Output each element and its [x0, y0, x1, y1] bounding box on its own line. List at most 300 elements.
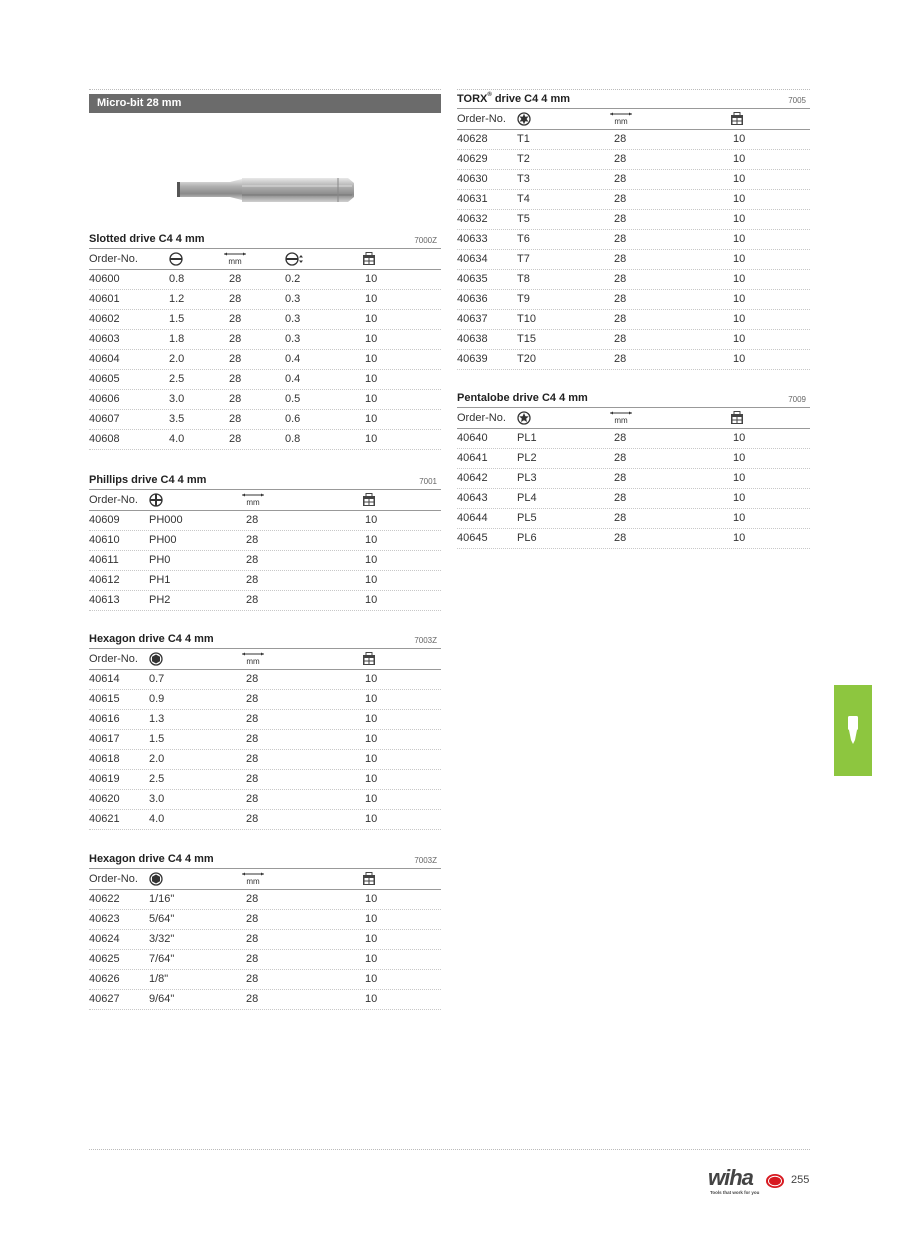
- pack-qty-cell: 10: [733, 213, 746, 225]
- wiha-logo: [708, 1165, 788, 1199]
- size-cell: T8: [517, 273, 530, 285]
- order-no-cell: 40627: [89, 993, 120, 1005]
- table-row: [457, 150, 810, 170]
- order-no-cell: 40645: [457, 532, 488, 544]
- pack-qty-cell: 10: [365, 313, 378, 325]
- pack-qty-cell: 10: [733, 432, 746, 444]
- length-cell: 28: [229, 433, 242, 445]
- size-cell: PL4: [517, 492, 537, 504]
- blade-width-cell: 4.0: [169, 433, 185, 445]
- length-cell: 28: [229, 393, 242, 405]
- table-row: [89, 390, 441, 410]
- order-no-cell: 40644: [457, 512, 488, 524]
- order-no-cell: 40606: [89, 393, 120, 405]
- size-cell: 3.0: [149, 793, 165, 805]
- table-row: [457, 489, 810, 509]
- order-no-label: Order-No.: [89, 653, 138, 665]
- pack-qty-cell: 10: [733, 193, 746, 205]
- table-row: [89, 670, 441, 690]
- length-cell: 28: [614, 532, 627, 544]
- brand-tagline: Tools that work for you: [710, 1190, 760, 1195]
- length-cell: 28: [614, 313, 627, 325]
- pack-qty-cell: 10: [733, 532, 746, 544]
- order-no-label: Order-No.: [89, 873, 138, 885]
- pentalobe-tip-icon: [517, 411, 531, 425]
- pack-qty-cell: 10: [365, 574, 378, 586]
- pack-qty-cell: 10: [365, 753, 378, 765]
- table-header: [89, 249, 441, 270]
- pack-qty-cell: 10: [365, 953, 378, 965]
- length-cell: 28: [246, 574, 259, 586]
- size-cell: 1/8": [149, 973, 169, 985]
- blade-thickness-cell: 0.2: [285, 273, 301, 285]
- order-no-cell: 40637: [457, 313, 488, 325]
- size-cell: 0.9: [149, 693, 165, 705]
- micro-bit-banner: Micro-bit 28 mm: [89, 94, 441, 113]
- pack-quantity-icon: [730, 411, 744, 425]
- slotted-rows: [89, 270, 441, 450]
- blade-thickness-cell: 0.8: [285, 433, 301, 445]
- blade-width-cell: 1.8: [169, 333, 185, 345]
- length-mm-icon: [241, 652, 265, 666]
- hexagon-inch-rows: [89, 890, 441, 1010]
- table-row: [457, 469, 810, 489]
- pack-qty-cell: 10: [365, 993, 378, 1005]
- table-row: [89, 370, 441, 390]
- size-cell: 2.5: [149, 773, 165, 785]
- order-no-cell: 40622: [89, 893, 120, 905]
- order-no-cell: 40631: [457, 193, 488, 205]
- size-cell: T5: [517, 213, 530, 225]
- section-title: Slotted drive C4 4 mm: [89, 233, 205, 245]
- order-no-cell: 40620: [89, 793, 120, 805]
- size-cell: 1.3: [149, 713, 165, 725]
- table-row: [89, 890, 441, 910]
- pack-qty-cell: 10: [733, 133, 746, 145]
- table-header: [457, 109, 810, 130]
- table-row: [457, 509, 810, 529]
- table-row: [89, 910, 441, 930]
- mm-label: mm: [246, 877, 260, 886]
- length-cell: 28: [246, 673, 259, 685]
- size-cell: PH000: [149, 514, 183, 526]
- table-row: [89, 430, 441, 450]
- size-cell: 0.7: [149, 673, 165, 685]
- length-cell: 28: [229, 333, 242, 345]
- size-cell: T15: [517, 333, 536, 345]
- pack-qty-cell: 10: [365, 353, 378, 365]
- pack-qty-cell: 10: [733, 512, 746, 524]
- table-header: [89, 649, 441, 670]
- length-cell: 28: [614, 253, 627, 265]
- size-cell: T6: [517, 233, 530, 245]
- mm-label: mm: [614, 117, 628, 126]
- section-code: 7000Z: [414, 236, 437, 245]
- table-row: [457, 270, 810, 290]
- torx-rows: [457, 130, 810, 370]
- table-row: [457, 529, 810, 549]
- size-cell: 3/32": [149, 933, 175, 945]
- order-no-cell: 40628: [457, 133, 488, 145]
- pack-qty-cell: 10: [365, 773, 378, 785]
- pack-quantity-icon: [362, 652, 376, 666]
- blade-thickness-cell: 0.3: [285, 333, 301, 345]
- section-code: 7001: [419, 477, 437, 486]
- table-row: [457, 310, 810, 330]
- order-no-cell: 40623: [89, 913, 120, 925]
- order-no-cell: 40608: [89, 433, 120, 445]
- length-cell: 28: [246, 973, 259, 985]
- order-no-cell: 40611: [89, 554, 119, 566]
- order-no-label: Order-No.: [89, 253, 138, 265]
- size-cell: PL3: [517, 472, 537, 484]
- pack-qty-cell: 10: [365, 973, 378, 985]
- pack-qty-cell: 10: [733, 293, 746, 305]
- size-cell: PL2: [517, 452, 537, 464]
- pack-qty-cell: 10: [365, 273, 378, 285]
- pack-qty-cell: 10: [365, 514, 378, 526]
- table-row: [89, 290, 441, 310]
- size-cell: PL1: [517, 432, 537, 444]
- order-no-cell: 40605: [89, 373, 120, 385]
- size-cell: 9/64": [149, 993, 175, 1005]
- pack-qty-cell: 10: [365, 393, 378, 405]
- blade-width-cell: 1.5: [169, 313, 185, 325]
- order-no-cell: 40634: [457, 253, 488, 265]
- order-no-cell: 40638: [457, 333, 488, 345]
- order-no-cell: 40635: [457, 273, 488, 285]
- brand-emblem-icon: [765, 1173, 785, 1189]
- slotted-section: [89, 230, 441, 450]
- phillips-rows: [89, 511, 441, 611]
- order-no-cell: 40614: [89, 673, 120, 685]
- pack-qty-cell: 10: [733, 452, 746, 464]
- size-cell: T1: [517, 133, 530, 145]
- pack-qty-cell: 10: [365, 793, 378, 805]
- length-mm-icon: [241, 493, 265, 507]
- mm-label: mm: [228, 257, 242, 266]
- table-row: [457, 130, 810, 150]
- table-row: [89, 730, 441, 750]
- order-no-cell: 40626: [89, 973, 120, 985]
- blade-thickness-cell: 0.4: [285, 373, 301, 385]
- chapter-tab[interactable]: [834, 685, 872, 776]
- length-cell: 28: [229, 313, 242, 325]
- phillips-tip-icon: [149, 493, 163, 507]
- table-row: [457, 190, 810, 210]
- pack-qty-cell: 10: [365, 713, 378, 725]
- order-no-cell: 40616: [89, 713, 120, 725]
- length-cell: 28: [229, 293, 242, 305]
- pack-qty-cell: 10: [733, 313, 746, 325]
- order-no-cell: 40609: [89, 514, 120, 526]
- hexagon-mm-rows: [89, 670, 441, 830]
- length-cell: 28: [246, 594, 259, 606]
- section-title: TORX® drive C4 4 mm: [457, 92, 571, 105]
- length-cell: 28: [614, 233, 627, 245]
- table-row: [89, 531, 441, 551]
- length-mm-icon: [609, 411, 633, 425]
- mm-label: mm: [246, 657, 260, 666]
- length-cell: 28: [614, 353, 627, 365]
- table-row: [457, 170, 810, 190]
- length-cell: 28: [246, 693, 259, 705]
- size-cell: 7/64": [149, 953, 175, 965]
- table-row: [89, 950, 441, 970]
- footer-rule: [89, 1149, 810, 1150]
- hexagon-inch-section: [89, 850, 441, 1010]
- length-cell: 28: [246, 514, 259, 526]
- length-cell: 28: [229, 273, 242, 285]
- table-header: [89, 490, 441, 511]
- size-cell: PH0: [149, 554, 171, 566]
- pack-quantity-icon: [362, 252, 376, 266]
- pack-qty-cell: 10: [365, 433, 378, 445]
- length-cell: 28: [614, 153, 627, 165]
- pack-quantity-icon: [362, 872, 376, 886]
- length-cell: 28: [246, 953, 259, 965]
- section-title: Hexagon drive C4 4 mm: [89, 853, 214, 865]
- order-no-cell: 40636: [457, 293, 488, 305]
- order-no-cell: 40607: [89, 413, 120, 425]
- hexagon-mm-section: [89, 630, 441, 830]
- size-cell: T20: [517, 353, 536, 365]
- table-row: [89, 750, 441, 770]
- length-cell: 28: [246, 713, 259, 725]
- order-no-label: Order-No.: [89, 494, 138, 506]
- phillips-section: [89, 471, 441, 611]
- table-row: [457, 449, 810, 469]
- size-cell: PH2: [149, 594, 171, 606]
- length-cell: 28: [246, 554, 259, 566]
- length-cell: 28: [246, 753, 259, 765]
- pack-qty-cell: 10: [733, 153, 746, 165]
- section-code: 7003Z: [414, 856, 437, 865]
- pack-qty-cell: 10: [365, 673, 378, 685]
- length-cell: 28: [246, 913, 259, 925]
- slotted-tip-icon: [169, 252, 183, 266]
- order-no-cell: 40621: [89, 813, 120, 825]
- table-row: [89, 410, 441, 430]
- size-cell: T10: [517, 313, 536, 325]
- table-row: [89, 310, 441, 330]
- pack-qty-cell: 10: [365, 893, 378, 905]
- table-row: [89, 990, 441, 1010]
- top-rule-left: [89, 89, 441, 90]
- size-cell: PH1: [149, 574, 171, 586]
- length-cell: 28: [614, 452, 627, 464]
- blade-width-cell: 3.0: [169, 393, 185, 405]
- blade-thickness-cell: 0.4: [285, 353, 301, 365]
- table-row: [89, 690, 441, 710]
- pack-quantity-icon: [362, 493, 376, 507]
- pack-qty-cell: 10: [365, 413, 378, 425]
- hexagon-tip-icon: [149, 652, 163, 666]
- section-title: Phillips drive C4 4 mm: [89, 474, 207, 486]
- table-row: [457, 250, 810, 270]
- order-no-cell: 40640: [457, 432, 488, 444]
- pack-qty-cell: 10: [365, 933, 378, 945]
- length-cell: 28: [614, 492, 627, 504]
- size-cell: T9: [517, 293, 530, 305]
- blade-thickness-cell: 0.3: [285, 313, 301, 325]
- length-cell: 28: [229, 373, 242, 385]
- order-no-cell: 40618: [89, 753, 120, 765]
- blade-width-cell: 0.8: [169, 273, 185, 285]
- length-cell: 28: [246, 534, 259, 546]
- size-cell: T2: [517, 153, 530, 165]
- page-number: 255: [791, 1174, 810, 1186]
- order-no-cell: 40643: [457, 492, 488, 504]
- order-no-cell: 40624: [89, 933, 120, 945]
- mm-label: mm: [614, 416, 628, 425]
- order-no-cell: 40641: [457, 452, 488, 464]
- table-row: [89, 770, 441, 790]
- size-cell: T3: [517, 173, 530, 185]
- pack-qty-cell: 10: [365, 693, 378, 705]
- length-cell: 28: [614, 273, 627, 285]
- table-row: [89, 330, 441, 350]
- length-cell: 28: [614, 213, 627, 225]
- pack-qty-cell: 10: [365, 333, 378, 345]
- length-cell: 28: [246, 813, 259, 825]
- order-no-label: Order-No.: [457, 113, 506, 125]
- pack-qty-cell: 10: [365, 813, 378, 825]
- order-no-cell: 40617: [89, 733, 120, 745]
- section-title: Hexagon drive C4 4 mm: [89, 633, 214, 645]
- order-no-cell: 40601: [89, 293, 120, 305]
- length-cell: 28: [614, 293, 627, 305]
- table-row: [89, 970, 441, 990]
- blade-thickness-cell: 0.6: [285, 413, 301, 425]
- table-row: [89, 810, 441, 830]
- length-mm-icon: [241, 872, 265, 886]
- mm-label: mm: [246, 498, 260, 507]
- order-no-cell: 40633: [457, 233, 488, 245]
- length-cell: 28: [246, 773, 259, 785]
- pentalobe-section: [457, 389, 810, 549]
- order-no-cell: 40600: [89, 273, 120, 285]
- pack-qty-cell: 10: [365, 733, 378, 745]
- table-row: [457, 350, 810, 370]
- order-no-cell: 40625: [89, 953, 120, 965]
- order-no-cell: 40615: [89, 693, 120, 705]
- order-no-label: Order-No.: [457, 412, 506, 424]
- pack-qty-cell: 10: [733, 353, 746, 365]
- size-cell: PL5: [517, 512, 537, 524]
- table-row: [457, 429, 810, 449]
- length-cell: 28: [229, 353, 242, 365]
- blade-width-cell: 2.5: [169, 373, 185, 385]
- pack-qty-cell: 10: [733, 253, 746, 265]
- micro-bit-illustration: [170, 170, 360, 210]
- table-row: [89, 551, 441, 571]
- length-cell: 28: [246, 993, 259, 1005]
- order-no-cell: 40629: [457, 153, 488, 165]
- table-row: [89, 790, 441, 810]
- order-no-cell: 40630: [457, 173, 488, 185]
- order-no-cell: 40613: [89, 594, 120, 606]
- length-cell: 28: [229, 413, 242, 425]
- size-cell: 5/64": [149, 913, 175, 925]
- section-code: 7005: [788, 96, 806, 105]
- table-header: [89, 869, 441, 890]
- pack-qty-cell: 10: [733, 173, 746, 185]
- order-no-cell: 40632: [457, 213, 488, 225]
- order-no-cell: 40619: [89, 773, 120, 785]
- pack-qty-cell: 10: [733, 333, 746, 345]
- pentalobe-rows: [457, 429, 810, 549]
- blade-thickness-cell: 0.3: [285, 293, 301, 305]
- torx-section: [457, 90, 810, 370]
- size-cell: 4.0: [149, 813, 165, 825]
- blade-thickness-icon: [285, 252, 303, 266]
- blade-width-cell: 1.2: [169, 293, 185, 305]
- size-cell: T4: [517, 193, 530, 205]
- pack-qty-cell: 10: [365, 554, 378, 566]
- length-cell: 28: [246, 933, 259, 945]
- size-cell: 1.5: [149, 733, 165, 745]
- pack-qty-cell: 10: [733, 472, 746, 484]
- hexagon-tip-icon: [149, 872, 163, 886]
- brand-wordmark: wiha: [708, 1165, 753, 1190]
- section-code: 7003Z: [414, 636, 437, 645]
- pack-qty-cell: 10: [365, 594, 378, 606]
- section-title: Pentalobe drive C4 4 mm: [457, 392, 588, 404]
- length-cell: 28: [246, 733, 259, 745]
- bit-icon: [847, 716, 859, 744]
- pack-qty-cell: 10: [365, 373, 378, 385]
- order-no-cell: 40603: [89, 333, 120, 345]
- table-row: [89, 710, 441, 730]
- length-cell: 28: [614, 512, 627, 524]
- length-cell: 28: [614, 432, 627, 444]
- length-mm-icon: [223, 252, 247, 266]
- size-cell: T7: [517, 253, 530, 265]
- blade-width-cell: 3.5: [169, 413, 185, 425]
- pack-qty-cell: 10: [733, 492, 746, 504]
- size-cell: PL6: [517, 532, 537, 544]
- table-header: [457, 408, 810, 429]
- length-mm-icon: [609, 112, 633, 126]
- size-cell: 1/16": [149, 893, 175, 905]
- table-row: [457, 290, 810, 310]
- order-no-cell: 40612: [89, 574, 120, 586]
- table-row: [89, 571, 441, 591]
- size-cell: PH00: [149, 534, 177, 546]
- table-row: [89, 350, 441, 370]
- order-no-cell: 40639: [457, 353, 488, 365]
- order-no-cell: 40642: [457, 472, 488, 484]
- pack-qty-cell: 10: [365, 534, 378, 546]
- length-cell: 28: [246, 793, 259, 805]
- size-cell: 2.0: [149, 753, 165, 765]
- table-row: [457, 210, 810, 230]
- blade-thickness-cell: 0.5: [285, 393, 301, 405]
- length-cell: 28: [614, 173, 627, 185]
- table-row: [457, 330, 810, 350]
- order-no-cell: 40610: [89, 534, 120, 546]
- table-row: [457, 230, 810, 250]
- pack-qty-cell: 10: [733, 273, 746, 285]
- torx-tip-icon: [517, 112, 531, 126]
- pack-qty-cell: 10: [733, 233, 746, 245]
- length-cell: 28: [614, 333, 627, 345]
- pack-quantity-icon: [730, 112, 744, 126]
- order-no-cell: 40602: [89, 313, 120, 325]
- section-code: 7009: [788, 395, 806, 404]
- blade-width-cell: 2.0: [169, 353, 185, 365]
